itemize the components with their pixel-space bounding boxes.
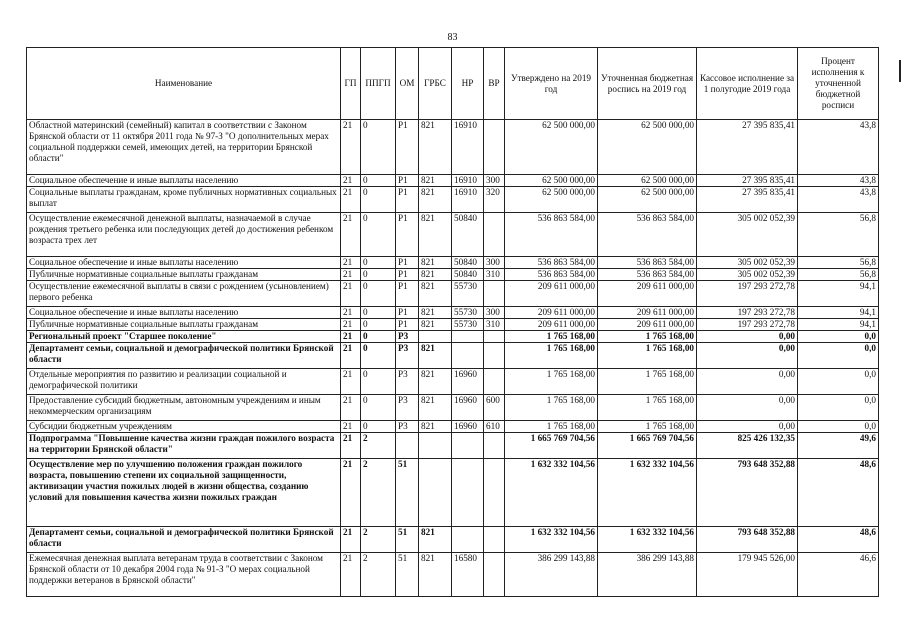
row-approved: 1 765 168,00 bbox=[505, 331, 598, 343]
row-grbs: 821 bbox=[419, 421, 452, 433]
row-ppgp: 0 bbox=[361, 421, 396, 433]
row-grbs: 821 bbox=[419, 187, 452, 213]
row-clarified: 62 500 000,00 bbox=[598, 187, 697, 213]
row-ppgp: 0 bbox=[361, 257, 396, 269]
row-vr bbox=[484, 553, 505, 597]
row-approved: 62 500 000,00 bbox=[505, 120, 598, 175]
row-grbs bbox=[419, 433, 452, 459]
row-ppgp: 2 bbox=[361, 459, 396, 527]
table-row bbox=[27, 281, 879, 307]
row-percent: 56,8 bbox=[798, 213, 879, 257]
header-gp: ГП bbox=[341, 48, 361, 120]
header-name: Наименование bbox=[27, 48, 341, 120]
row-cash: 197 293 272,78 bbox=[697, 319, 798, 331]
row-approved: 209 611 000,00 bbox=[505, 319, 598, 331]
row-percent: 43,8 bbox=[798, 120, 879, 175]
table-row bbox=[27, 257, 879, 269]
row-name: Областной материнский (семейный) капитал в соответствии с Законом Брянской области от 11 октября 2011 года № 97-З "О дополнительных мерах социальной поддержки семей, имеющих детей, на территории Брянской области" bbox=[27, 120, 341, 175]
table-row bbox=[27, 433, 879, 459]
row-ppgp: 0 bbox=[361, 213, 396, 257]
row-vr bbox=[484, 120, 505, 175]
row-om: 51 bbox=[396, 527, 419, 553]
row-percent: 48,6 bbox=[798, 527, 879, 553]
row-om: P3 bbox=[396, 395, 419, 421]
row-vr: 300 bbox=[484, 175, 505, 187]
row-clarified: 1 765 168,00 bbox=[598, 395, 697, 421]
row-name: Предоставление субсидий бюджетным, автономным учреждениям и иным некоммерческим организациям bbox=[27, 395, 341, 421]
row-approved: 1 765 168,00 bbox=[505, 395, 598, 421]
row-name: Осуществление ежемесячной выплаты в связи с рождением (усыновлением) первого ребенка bbox=[27, 281, 341, 307]
row-grbs bbox=[419, 459, 452, 527]
page-number: 83 bbox=[447, 32, 458, 43]
row-om: P1 bbox=[396, 120, 419, 175]
row-name: Субсидии бюджетным учреждениям bbox=[27, 421, 341, 433]
row-nr: 16910 bbox=[452, 120, 484, 175]
row-om bbox=[396, 433, 419, 459]
row-vr: 310 bbox=[484, 319, 505, 331]
table-row bbox=[27, 187, 879, 213]
row-clarified: 1 765 168,00 bbox=[598, 343, 697, 369]
row-om: P1 bbox=[396, 319, 419, 331]
row-nr: 55730 bbox=[452, 281, 484, 307]
row-gp: 21 bbox=[341, 213, 361, 257]
row-cash: 305 002 052,39 bbox=[697, 269, 798, 281]
row-gp: 21 bbox=[341, 343, 361, 369]
table-row bbox=[27, 120, 879, 175]
row-vr bbox=[484, 213, 505, 257]
row-grbs: 821 bbox=[419, 281, 452, 307]
row-om: P1 bbox=[396, 175, 419, 187]
header-percent: Процент исполнения к уточненной бюджетной росписи bbox=[798, 48, 879, 120]
row-grbs: 821 bbox=[419, 527, 452, 553]
row-cash: 27 395 835,41 bbox=[697, 120, 798, 175]
row-name: Осуществление мер по улучшению положения граждан пожилого возраста, повышению степени их социальной защищенности, активизации участия пожилых людей в жизни общества, созданию условий для повышения качества жизни пожилых граждан bbox=[27, 459, 341, 527]
row-grbs: 821 bbox=[419, 319, 452, 331]
row-ppgp: 0 bbox=[361, 395, 396, 421]
row-percent: 0,0 bbox=[798, 421, 879, 433]
row-name: Департамент семьи, социальной и демографической политики Брянской области bbox=[27, 343, 341, 369]
row-gp: 21 bbox=[341, 319, 361, 331]
row-name: Подпрограмма "Повышение качества жизни граждан пожилого возраста на территории Брянской области" bbox=[27, 433, 341, 459]
row-vr: 300 bbox=[484, 307, 505, 319]
row-om: P3 bbox=[396, 369, 419, 395]
table-row bbox=[27, 395, 879, 421]
row-om: P3 bbox=[396, 421, 419, 433]
row-nr: 50840 bbox=[452, 257, 484, 269]
row-ppgp: 0 bbox=[361, 319, 396, 331]
row-cash: 197 293 272,78 bbox=[697, 281, 798, 307]
row-approved: 209 611 000,00 bbox=[505, 307, 598, 319]
table-row bbox=[27, 319, 879, 331]
row-vr bbox=[484, 343, 505, 369]
row-gp: 21 bbox=[341, 527, 361, 553]
row-percent: 49,6 bbox=[798, 433, 879, 459]
table-row bbox=[27, 343, 879, 369]
row-percent: 0,0 bbox=[798, 343, 879, 369]
row-name: Социальное обеспечение и иные выплаты населению bbox=[27, 257, 341, 269]
row-gp: 21 bbox=[341, 421, 361, 433]
row-grbs: 821 bbox=[419, 269, 452, 281]
header-clarified: Уточненная бюджетная роспись на 2019 год bbox=[598, 48, 697, 120]
page-edge-mark bbox=[899, 60, 901, 82]
row-grbs bbox=[419, 331, 452, 343]
row-om: 51 bbox=[396, 459, 419, 527]
row-approved: 62 500 000,00 bbox=[505, 187, 598, 213]
row-clarified: 1 765 168,00 bbox=[598, 421, 697, 433]
row-vr bbox=[484, 331, 505, 343]
row-vr: 600 bbox=[484, 395, 505, 421]
row-gp: 21 bbox=[341, 433, 361, 459]
row-gp: 21 bbox=[341, 369, 361, 395]
row-approved: 386 299 143,88 bbox=[505, 553, 598, 597]
row-gp: 21 bbox=[341, 187, 361, 213]
row-vr: 320 bbox=[484, 187, 505, 213]
row-clarified: 1 765 168,00 bbox=[598, 369, 697, 395]
budget-table-sheet bbox=[26, 47, 878, 597]
row-name: Отдельные мероприятия по развитию и реализации социальной и демографической политики bbox=[27, 369, 341, 395]
row-clarified: 536 863 584,00 bbox=[598, 213, 697, 257]
row-clarified: 536 863 584,00 bbox=[598, 269, 697, 281]
row-ppgp: 0 bbox=[361, 369, 396, 395]
header-nr: НР bbox=[452, 48, 484, 120]
row-cash: 825 426 132,35 bbox=[697, 433, 798, 459]
row-approved: 536 863 584,00 bbox=[505, 257, 598, 269]
row-nr bbox=[452, 331, 484, 343]
table-row bbox=[27, 175, 879, 187]
row-ppgp: 0 bbox=[361, 269, 396, 281]
header-cash: Кассовое исполнение за 1 полугодие 2019 года bbox=[697, 48, 798, 120]
row-clarified: 1 632 332 104,56 bbox=[598, 459, 697, 527]
row-approved: 1 632 332 104,56 bbox=[505, 527, 598, 553]
row-nr: 16960 bbox=[452, 395, 484, 421]
row-cash: 305 002 052,39 bbox=[697, 213, 798, 257]
row-vr bbox=[484, 527, 505, 553]
row-vr bbox=[484, 433, 505, 459]
row-ppgp: 2 bbox=[361, 527, 396, 553]
row-nr bbox=[452, 459, 484, 527]
row-name: Региональный проект "Старшее поколение" bbox=[27, 331, 341, 343]
row-nr: 16910 bbox=[452, 187, 484, 213]
header-om: ОМ bbox=[396, 48, 419, 120]
row-percent: 0,0 bbox=[798, 331, 879, 343]
row-ppgp: 0 bbox=[361, 175, 396, 187]
row-vr: 300 bbox=[484, 257, 505, 269]
table-row bbox=[27, 269, 879, 281]
row-clarified: 1 632 332 104,56 bbox=[598, 527, 697, 553]
row-nr: 55730 bbox=[452, 307, 484, 319]
row-ppgp: 2 bbox=[361, 553, 396, 597]
row-name: Ежемесячная денежная выплата ветеранам труда в соответствии с Законом Брянской области от 10 декабря 2004 года № 91-З "О мерах социальной поддержки ветеранов в Брянской области" bbox=[27, 553, 341, 597]
row-gp: 21 bbox=[341, 553, 361, 597]
row-om: P1 bbox=[396, 307, 419, 319]
table-row bbox=[27, 331, 879, 343]
row-ppgp: 0 bbox=[361, 343, 396, 369]
row-gp: 21 bbox=[341, 459, 361, 527]
row-approved: 1 665 769 704,56 bbox=[505, 433, 598, 459]
row-clarified: 1 765 168,00 bbox=[598, 331, 697, 343]
row-om: 51 bbox=[396, 553, 419, 597]
header-ppgp: ППГП bbox=[361, 48, 396, 120]
row-cash: 0,00 bbox=[697, 331, 798, 343]
table-row bbox=[27, 459, 879, 527]
row-cash: 197 293 272,78 bbox=[697, 307, 798, 319]
row-clarified: 62 500 000,00 bbox=[598, 175, 697, 187]
row-grbs: 821 bbox=[419, 343, 452, 369]
row-percent: 0,0 bbox=[798, 369, 879, 395]
row-percent: 94,1 bbox=[798, 307, 879, 319]
row-gp: 21 bbox=[341, 120, 361, 175]
row-grbs: 821 bbox=[419, 369, 452, 395]
row-cash: 179 945 526,00 bbox=[697, 553, 798, 597]
row-gp: 21 bbox=[341, 257, 361, 269]
row-vr: 310 bbox=[484, 269, 505, 281]
row-gp: 21 bbox=[341, 175, 361, 187]
row-nr: 50840 bbox=[452, 269, 484, 281]
row-percent: 0,0 bbox=[798, 395, 879, 421]
row-ppgp: 0 bbox=[361, 331, 396, 343]
row-cash: 27 395 835,41 bbox=[697, 175, 798, 187]
row-clarified: 209 611 000,00 bbox=[598, 281, 697, 307]
row-nr: 50840 bbox=[452, 213, 484, 257]
row-approved: 62 500 000,00 bbox=[505, 175, 598, 187]
row-om: P1 bbox=[396, 213, 419, 257]
row-approved: 1 632 332 104,56 bbox=[505, 459, 598, 527]
table-row bbox=[27, 213, 879, 257]
row-name: Департамент семьи, социальной и демографической политики Брянской области bbox=[27, 527, 341, 553]
row-grbs: 821 bbox=[419, 175, 452, 187]
row-ppgp: 2 bbox=[361, 433, 396, 459]
header-vr: ВР bbox=[484, 48, 505, 120]
row-percent: 43,8 bbox=[798, 175, 879, 187]
row-grbs: 821 bbox=[419, 120, 452, 175]
row-om: P1 bbox=[396, 187, 419, 213]
header-row bbox=[27, 48, 879, 120]
row-cash: 27 395 835,41 bbox=[697, 187, 798, 213]
row-gp: 21 bbox=[341, 307, 361, 319]
row-nr: 55730 bbox=[452, 319, 484, 331]
row-clarified: 209 611 000,00 bbox=[598, 319, 697, 331]
row-percent: 94,1 bbox=[798, 319, 879, 331]
row-name: Социальные выплаты гражданам, кроме публичных нормативных социальных выплат bbox=[27, 187, 341, 213]
row-gp: 21 bbox=[341, 281, 361, 307]
row-percent: 94,1 bbox=[798, 281, 879, 307]
row-name: Социальное обеспечение и иные выплаты населению bbox=[27, 307, 341, 319]
row-cash: 0,00 bbox=[697, 421, 798, 433]
row-name: Публичные нормативные социальные выплаты гражданам bbox=[27, 269, 341, 281]
row-vr bbox=[484, 459, 505, 527]
row-nr: 16910 bbox=[452, 175, 484, 187]
row-name: Социальное обеспечение и иные выплаты населению bbox=[27, 175, 341, 187]
row-approved: 1 765 168,00 bbox=[505, 421, 598, 433]
row-ppgp: 0 bbox=[361, 120, 396, 175]
row-approved: 1 765 168,00 bbox=[505, 369, 598, 395]
row-clarified: 209 611 000,00 bbox=[598, 307, 697, 319]
row-om: P1 bbox=[396, 257, 419, 269]
row-vr: 610 bbox=[484, 421, 505, 433]
row-om: P3 bbox=[396, 343, 419, 369]
row-gp: 21 bbox=[341, 269, 361, 281]
table-row bbox=[27, 369, 879, 395]
row-cash: 793 648 352,88 bbox=[697, 459, 798, 527]
row-name: Публичные нормативные социальные выплаты гражданам bbox=[27, 319, 341, 331]
row-ppgp: 0 bbox=[361, 187, 396, 213]
row-grbs: 821 bbox=[419, 307, 452, 319]
row-cash: 305 002 052,39 bbox=[697, 257, 798, 269]
row-percent: 48,6 bbox=[798, 459, 879, 527]
row-nr: 16960 bbox=[452, 421, 484, 433]
row-percent: 46,6 bbox=[798, 553, 879, 597]
row-nr bbox=[452, 343, 484, 369]
row-grbs: 821 bbox=[419, 257, 452, 269]
row-clarified: 1 665 769 704,56 bbox=[598, 433, 697, 459]
row-gp: 21 bbox=[341, 395, 361, 421]
row-ppgp: 0 bbox=[361, 281, 396, 307]
row-approved: 536 863 584,00 bbox=[505, 213, 598, 257]
row-nr bbox=[452, 433, 484, 459]
table-body bbox=[27, 120, 879, 597]
table-row bbox=[27, 553, 879, 597]
row-cash: 0,00 bbox=[697, 395, 798, 421]
row-nr bbox=[452, 527, 484, 553]
row-vr bbox=[484, 369, 505, 395]
row-approved: 209 611 000,00 bbox=[505, 281, 598, 307]
row-grbs: 821 bbox=[419, 553, 452, 597]
row-nr: 16580 bbox=[452, 553, 484, 597]
row-ppgp: 0 bbox=[361, 307, 396, 319]
table-row bbox=[27, 421, 879, 433]
row-name: Осуществление ежемесячной денежной выплаты, назначаемой в случае рождения третьего ребенка или последующих детей до достижения ребенком возраста трех лет bbox=[27, 213, 341, 257]
header-approved: Утверждено на 2019 год bbox=[505, 48, 598, 120]
header-grbs: ГРБС bbox=[419, 48, 452, 120]
row-cash: 0,00 bbox=[697, 369, 798, 395]
row-clarified: 386 299 143,88 bbox=[598, 553, 697, 597]
row-om: P1 bbox=[396, 281, 419, 307]
table-row bbox=[27, 527, 879, 553]
row-grbs: 821 bbox=[419, 395, 452, 421]
row-cash: 0,00 bbox=[697, 343, 798, 369]
budget-execution-table bbox=[26, 47, 879, 597]
row-clarified: 536 863 584,00 bbox=[598, 257, 697, 269]
row-nr: 16960 bbox=[452, 369, 484, 395]
row-percent: 56,8 bbox=[798, 257, 879, 269]
row-approved: 536 863 584,00 bbox=[505, 269, 598, 281]
row-om: P1 bbox=[396, 269, 419, 281]
row-clarified: 62 500 000,00 bbox=[598, 120, 697, 175]
row-om: P3 bbox=[396, 331, 419, 343]
row-cash: 793 648 352,88 bbox=[697, 527, 798, 553]
row-percent: 56,8 bbox=[798, 269, 879, 281]
row-vr bbox=[484, 281, 505, 307]
row-grbs: 821 bbox=[419, 213, 452, 257]
row-approved: 1 765 168,00 bbox=[505, 343, 598, 369]
row-gp: 21 bbox=[341, 331, 361, 343]
table-row bbox=[27, 307, 879, 319]
row-percent: 43,8 bbox=[798, 187, 879, 213]
